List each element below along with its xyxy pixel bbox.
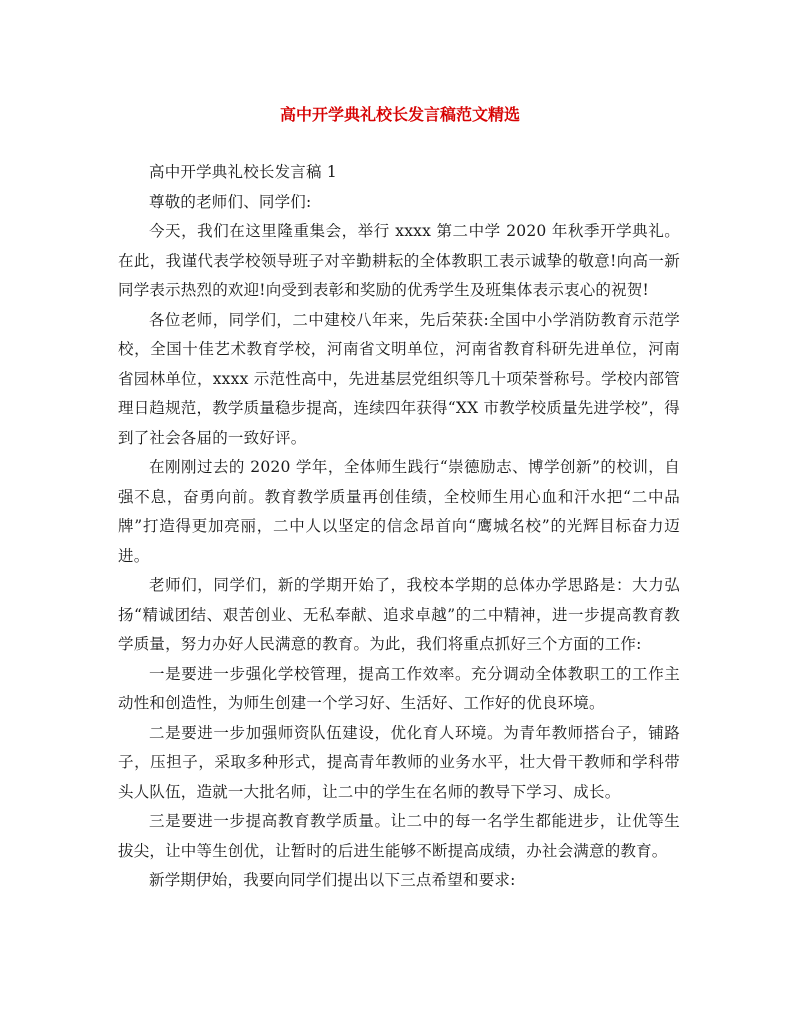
document-title: 高中开学典礼校长发言稿范文精选	[279, 105, 520, 124]
paragraph-heading: 高中开学典礼校长发言稿 1	[149, 163, 337, 181]
paragraph: 三是要进一步提高教育教学质量。让二中的每一名学生都能进步，让优等生拔尖，让中等生创优，让暂时的后进生能够不断提高成绩，办社会满意的教育。	[118, 812, 680, 860]
paragraph: 新学期伊始，我要向同学们提出以下三点希望和要求:	[149, 871, 516, 889]
paragraph: 二是要进一步加强师资队伍建设，优化育人环境。为青年教师搭台子，铺路子，压担子，采取多种形式，提高青年教师的业务水平，壮大骨干教师和学科带头人队伍，造就一大批名师，让二中的学生在名师的教导下学习、成长。	[118, 723, 680, 801]
paragraph-salutation: 尊敬的老师们、同学们:	[149, 192, 312, 211]
paragraph: 今天，我们在这里隆重集会，举行 xxxx 第二中学 2020 年秋季开学典礼。在此，我谨代表学校领导班子对辛勤耕耘的全体教职工表示诚挚的敬意!向高一新同学表示热烈的欢迎!向受到表彰和奖励的优秀学生及班集体表示衷心的祝贺!	[118, 222, 680, 299]
paragraph: 各位老师，同学们，二中建校八年来，先后荣获:全国中小学消防教育示范学校，全国十佳艺术教育学校，河南省文明单位，河南省教育科研先进单位，河南省园林单位，xxxx 示范性高中，先进基层党组织等几十项荣誉称号。学校内部管理日趋规范，教学质量稳步提高，连续四年获得“XX 市教学校质量先进学校”，得到了社会各届的一致好评。	[118, 310, 680, 447]
paragraph: 老师们，同学们，新的学期开始了，我校本学期的总体办学思路是：大力弘扬“精诚团结、艰苦创业、无私奉献、追求卓越”的二中精神，进一步提高教育教学质量，努力办好人民满意的教育。为此，我们将重点抓好三个方面的工作:	[118, 576, 680, 653]
paragraph: 在刚刚过去的 2020 学年，全体师生践行“崇德励志、博学创新”的校训，自强不息，奋勇向前。教育教学质量再创佳绩，全校师生用心血和汗水把“二中品牌”打造得更加亮丽，二中人以坚定的信念昂首向“鹰城名校”的光辉目标奋力迈进。	[118, 458, 680, 565]
paragraph: 一是要进一步强化学校管理，提高工作效率。充分调动全体教职工的工作主动性和创造性，为师生创建一个学习好、生活好、工作好的优良环境。	[118, 664, 680, 712]
document-body	[118, 158, 680, 896]
